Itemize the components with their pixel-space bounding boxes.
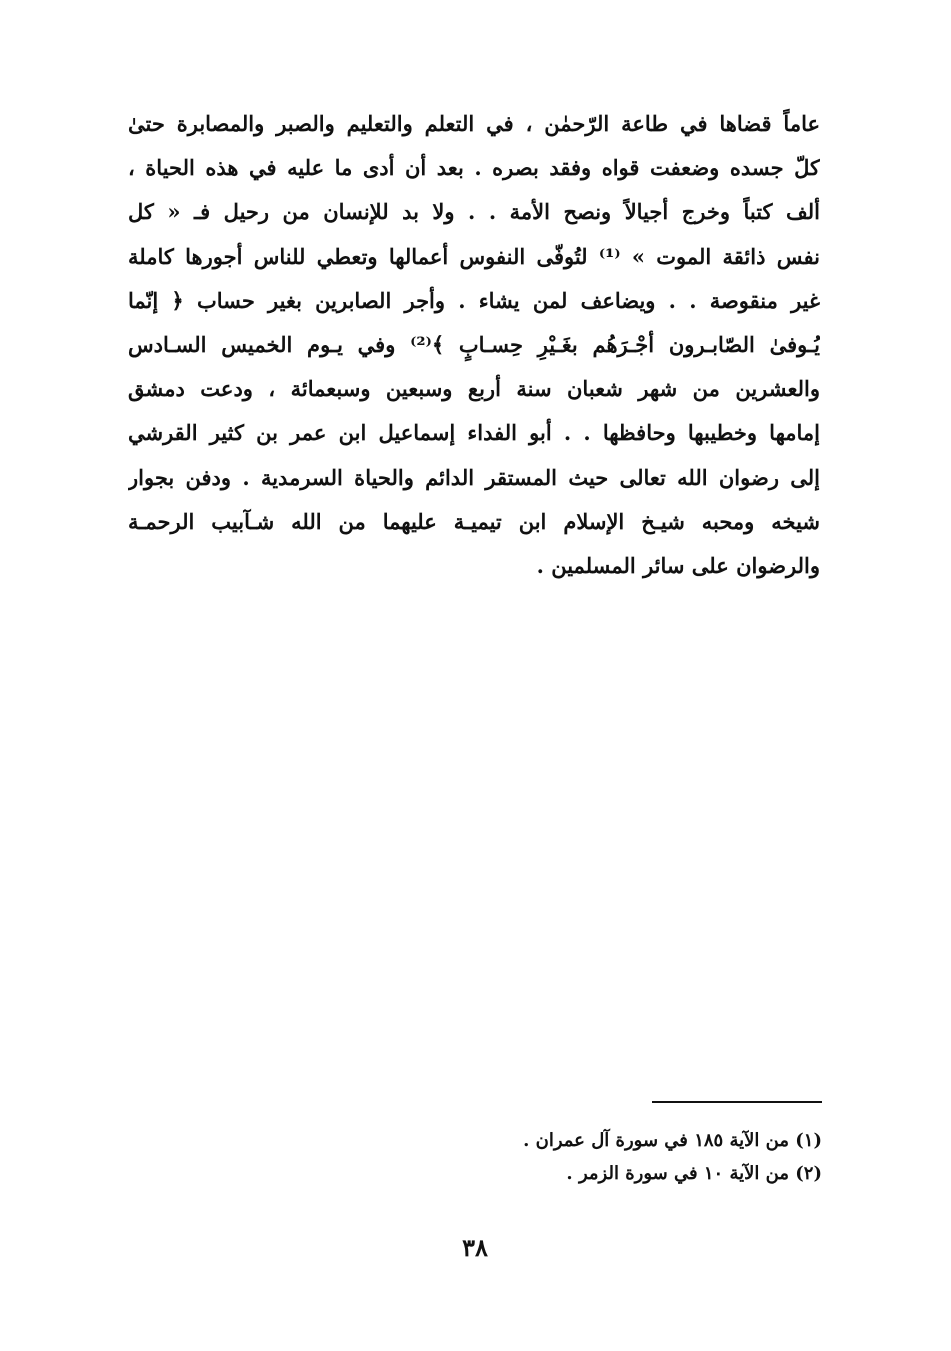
footnote-divider [652, 1101, 822, 1103]
text-line-2: كلّ جسده وضعفت قواه وفقد بصره . بعد أن أدى ما عليه في هذه الحياة ، [128, 155, 820, 181]
text-line-9: إلى رضوان الله تعالى حيث المستقر الدائم والحياة السرمدية . ودفن بجوار [128, 464, 820, 490]
text-line-7: والعشرين من شهر شعبان سنة أربع وسبعين وسبعمائة ، ودعت دمشق [128, 376, 820, 402]
text-line-1: عاماً قضاها في طاعة الرّحمٰن ، في التعلم والتعليم والصبر والمصابرة حتىٰ [128, 111, 820, 136]
page-number: ٣٨ [462, 1233, 488, 1262]
text-line-5: غير منقوصة . . ويضاعف لمن يشاء . وأجر الصابرين بغير حساب ﴿ إنّما [128, 287, 820, 313]
footnote-2: (٢) من الآية ١٠ في سورة الزمر . [566, 1163, 822, 1184]
text-line-10: شيخه ومحبه شيـخ الإسلام ابن تيميـة عليهما من الله شـآبيب الرحمـة [128, 508, 820, 534]
text-line-3: ألف كتباً وخرج أجيالاً ونصح الأمة . . ولا بد للإنسان من رحيل فـ « كل [128, 199, 820, 225]
footnotes [450, 1124, 822, 1190]
text-line-11: والرضوان على سائر المسلمين . [536, 552, 820, 578]
text-line-4: نفس ذائقة الموت » ⁽¹⁾ لتُوفّى النفوس أعمالها وتعطي للناس أجورها كاملة [128, 243, 820, 269]
footnote-1: (١) من الآية ١٨٥ في سورة آل عمران . [523, 1130, 822, 1151]
text-line-8: إمامها وخطيبها وحافظها . . أبو الفداء إسماعيل ابن عمر بن كثير القرشي [128, 420, 820, 446]
text-line-6: يُـوفىٰ الصّابـرون أجْـرَهُم بغَـيْرِ حِسـابٍ ﴾⁽²⁾ وفي يـوم الخميس السـادس [128, 331, 820, 357]
main-text-block [128, 102, 820, 588]
